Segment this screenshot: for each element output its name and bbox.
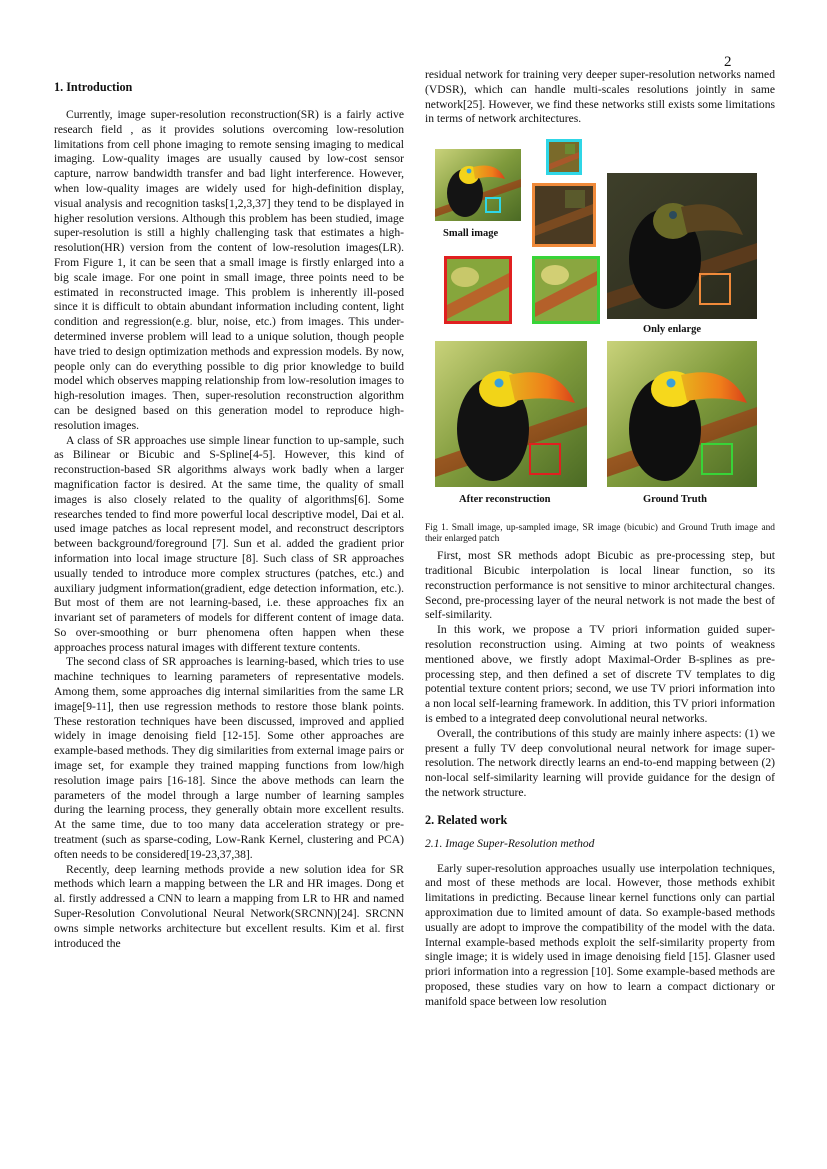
intro-paragraph-1: Currently, image super-resolution reconstruction(SR) is a fairly active research field , as it provides solutions overcoming low-resolution limitations from cell phone imaging to remote sensing imaging to medical imaging. Low-quality images are usually caused by low-cost sensor capture, narrow bandwidth transfer and bad light interference. However, when low-quality images are widely used for high-definition display, visual analysis and recognition tasks[1,2,3,37] they tend to be displayed in higher resolution versions. Although this problem has been studied, image super-resolution is still a highly challenging task that estimates a high-resolution(HR) version from the content of low-resolution images(LR). From Figure 1, it can be seen that a small image is firstly enlarged into a big scale image. For one point in small image, three points need to be estimated in reconstructed image. This problem is inherently ill-posed since it is difficult to obtain abundant information including content, light condition and regression(e.g. blur, noise, etc.) from images. This under-determined inverse problem will lead to a unique solution, though people have tried to design optimization methods and expression models. By now, people only can do everything possible to dig prior knowledge to build model which observes mapping relationship from low-resolution images to high-resolution images. Then, super-resolution reconstruction algorithm can be designed based on this generation model to reproduce high-resolution images. (54, 108, 404, 432)
cyan-box-marker (485, 197, 501, 213)
label-after-reconstruction: After reconstruction (459, 494, 551, 506)
cyan-patch (546, 139, 582, 175)
continuation-paragraph: residual network for training very deeper super-resolution networks named (VDSR), which can handle multi-scales resolutions jointly in same network[25]. However, we find these networks still exists some limitations in terms of network architectures. (425, 68, 775, 126)
label-small-image: Small image (443, 228, 499, 240)
right-paragraph-3: Overall, the contributions of this study are mainly inhere aspects: (1) we present a fully TV deep convolutional neural network for image super-resolution. The network directly learns an end-to-end mapping between (2) non-local self-similarity learning will provide guidance for the design of the network structure. (425, 726, 775, 799)
section-heading-introduction: 1. Introduction (54, 80, 133, 94)
right-paragraph-1: First, most SR methods adopt Bicubic as pre-processing step, but traditional Bicubic interpolation is local linear function, so its reconstruction performance is not sensitive to minor architectural changes. Second, pre-processing layer of the neural network is not made the best of self-similarity. (425, 549, 775, 622)
right-column (425, 68, 775, 1010)
small-image (435, 149, 521, 221)
page-number: 2 (724, 54, 732, 70)
green-box-marker (701, 443, 733, 475)
label-only-enlarge: Only enlarge (643, 324, 702, 336)
intro-paragraph-2: A class of SR approaches use simple linear function to up-sample, such as Bilinear or Bicubic and S-Spline[4-5]. However, this kind of reconstruction-based SR algorithms always work badly when a larger magnification factor is desired. At the same time, the quality of small images is also closely related to the quality of algorithms[6]. Some researches tended to find more powerful local descriptive model, Dai et al. used image patches as local represent model, and reconstruct descriptors between background/foreground [7]. Sun et al. added the gradient prior information into local image structure [8]. Such class of SR approaches usually tended to introduce more complex structures (patches, etc.) and auxiliary judgment information(gradient, edge detection information, etc.). But most of them are not learning-based, i.e. these approaches fix an invariant set of parameters of models for different content of image data. So over-smoothing or burr phenomena often happen when these approaches process natural images with different texture contents. (54, 433, 404, 654)
orange-box-marker (699, 273, 731, 305)
related-work-paragraph: Early super-resolution approaches usually use interpolation techniques, and most of these methods are local. However, those methods exhibit limitations in predicting. Because linear kernel functions only can partial approximation due to limited amount of data. So example-based methods usually are adopt to improve the compatibility of the model with the data. Internal example-based methods exploit the self-similarity property from single image; it is widely used in image denoising field [15]. Glasner used priori information into a regression [10]. Some example-based methods are proposed, these studies vary on how to learn a compact dictionary or manifold space between low resolution (425, 861, 775, 1008)
right-paragraph-2: In this work, we propose a TV priori information guided super-resolution reconstruction using. Aiming at two points of weakness mentioned above, we firstly adopt Maximal-Order B-splines as pre-processing step, and then defined a set of discrete TV templates to dig potential texture content priors; second, we use TV priori information into a non local self-learning framework. In addition, this TV priori information is embed to a integrated deep convolutional neural networks. (425, 623, 775, 725)
red-patch (444, 256, 512, 324)
intro-paragraph-4: Recently, deep learning methods provide a new solution idea for SR methods which learn a mapping between the LR and HR images. Dong et al. firstly addressed a CNN to learn a mapping from LR to HR and named Super-Resolution Convolutional Neural Network(SRCNN)[24]. SRCNN owns simple networks architecture but excellent results. Kim et al. first introduced the (54, 862, 404, 950)
section-heading-related-work: 2. Related work (425, 812, 508, 827)
figure-1 (425, 137, 775, 517)
subsection-heading-sr-method: 2.1. Image Super-Resolution method (425, 836, 595, 850)
orange-patch (532, 183, 596, 247)
green-patch (532, 256, 600, 324)
enlarged-image (607, 173, 757, 319)
figure-caption: Fig 1. Small image, up-sampled image, SR image (bicubic) and Ground Truth image and their enlarged patch (425, 523, 775, 545)
red-box-marker (529, 443, 561, 475)
left-column (54, 80, 404, 951)
intro-paragraph-3: The second class of SR approaches is learning-based, which tries to use machine techniques to learning parameters of representative models. Among them, some approaches dig internal similarities from the same LR image[9-11], then use regression methods to restore those blank points. These restoration techniques have been discussed, improved and applied widely in image denoising field [12-15]. Some other approaches are example-based methods. They dig similarities from external image pairs or image set, for example they trained mapping functions from low/high resolution image pairs [16-18]. Since the above methods can learn the parameters of the model through a large number of learning samples during the learning process, they generally obtain more excellent results. At the same time, due to too many data acceleration strategy or pre-treatment (such as sparse-coding, Low-Rank Kernel, clustering and PCA) often needs to be considered[19-23,37,38]. (54, 655, 404, 861)
reconstructed-image (435, 341, 587, 487)
label-ground-truth: Ground Truth (643, 494, 707, 506)
ground-truth-image (607, 341, 757, 487)
